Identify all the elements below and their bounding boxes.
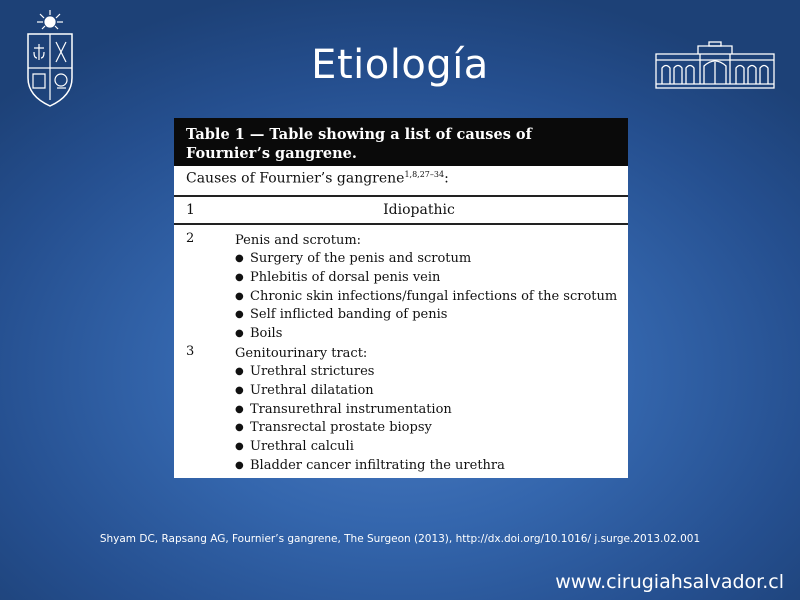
list-item-label: Bladder cancer infiltrating the urethra (250, 457, 505, 473)
list-item-label: Boils (250, 326, 283, 342)
bullet-icon: ● (235, 422, 244, 434)
table-subheader-label: Causes of Fournier’s gangrene (186, 170, 405, 187)
list-item (235, 457, 628, 476)
bullet-icon: ● (235, 403, 244, 415)
list-item-label: Urethral strictures (250, 363, 375, 379)
bullet-icon: ● (235, 328, 244, 340)
list-item-label: Transrectal prostate biopsy (250, 420, 432, 436)
row-label: Idiopathic (383, 202, 455, 218)
bullet-icon: ● (235, 365, 244, 377)
bullet-icon: ● (235, 459, 244, 471)
list-item (235, 363, 628, 382)
list-item (235, 306, 628, 325)
list-item (235, 250, 628, 269)
row-number: 3 (186, 343, 195, 359)
website-url: www.cirugiahsalvador.cl (555, 571, 784, 593)
bullet-icon: ● (235, 271, 244, 283)
bullet-icon: ● (235, 253, 244, 264)
list-item-label: Self inflicted banding of penis (250, 307, 448, 323)
list-item (235, 438, 628, 457)
table-subheader (174, 166, 628, 197)
slide-title: Etiología (311, 42, 489, 88)
list-item (235, 325, 628, 344)
table-subheader-suffix: : (444, 170, 449, 187)
bullet-icon: ● (235, 290, 244, 302)
list-item (235, 419, 628, 438)
table-subheader-refs: 1,8,27–34 (404, 170, 445, 179)
citation: Shyam DC, Rapsang AG, Fournier’s gangrene, The Surgeon (2013), http://dx.doi.org/10.1016/ j.surge.2013.02.001 (99, 533, 701, 545)
causes-table (174, 118, 628, 478)
bullet-icon: ● (235, 309, 244, 321)
list-item (235, 401, 628, 420)
list-item-label: Urethral dilatation (250, 382, 374, 398)
list-item-label: Phlebitis of dorsal penis vein (250, 269, 441, 285)
group-title: Genitourinary tract: (235, 345, 368, 361)
list-item-label: Urethral calculi (250, 439, 354, 455)
table-caption: Table 1 — Table showing a list of causes of Fournier’s gangrene. (174, 118, 628, 166)
bullet-icon: ● (235, 384, 244, 396)
list-item-label: Transurethral instrumentation (250, 401, 452, 417)
list-item (235, 288, 628, 307)
cause-list (235, 363, 628, 476)
list-item (235, 269, 628, 288)
bullet-icon: ● (235, 441, 244, 453)
table-row (174, 344, 628, 476)
table-row (174, 231, 628, 344)
table-row (174, 197, 628, 225)
group-title: Penis and scrotum: (235, 233, 362, 248)
list-item (235, 382, 628, 401)
row-number: 1 (186, 202, 195, 218)
row-number: 2 (186, 231, 195, 246)
list-item-label: Surgery of the penis and scrotum (250, 251, 472, 266)
list-item-label: Chronic skin infections/fungal infections of the scrotum (250, 288, 618, 304)
cause-list (235, 250, 628, 344)
